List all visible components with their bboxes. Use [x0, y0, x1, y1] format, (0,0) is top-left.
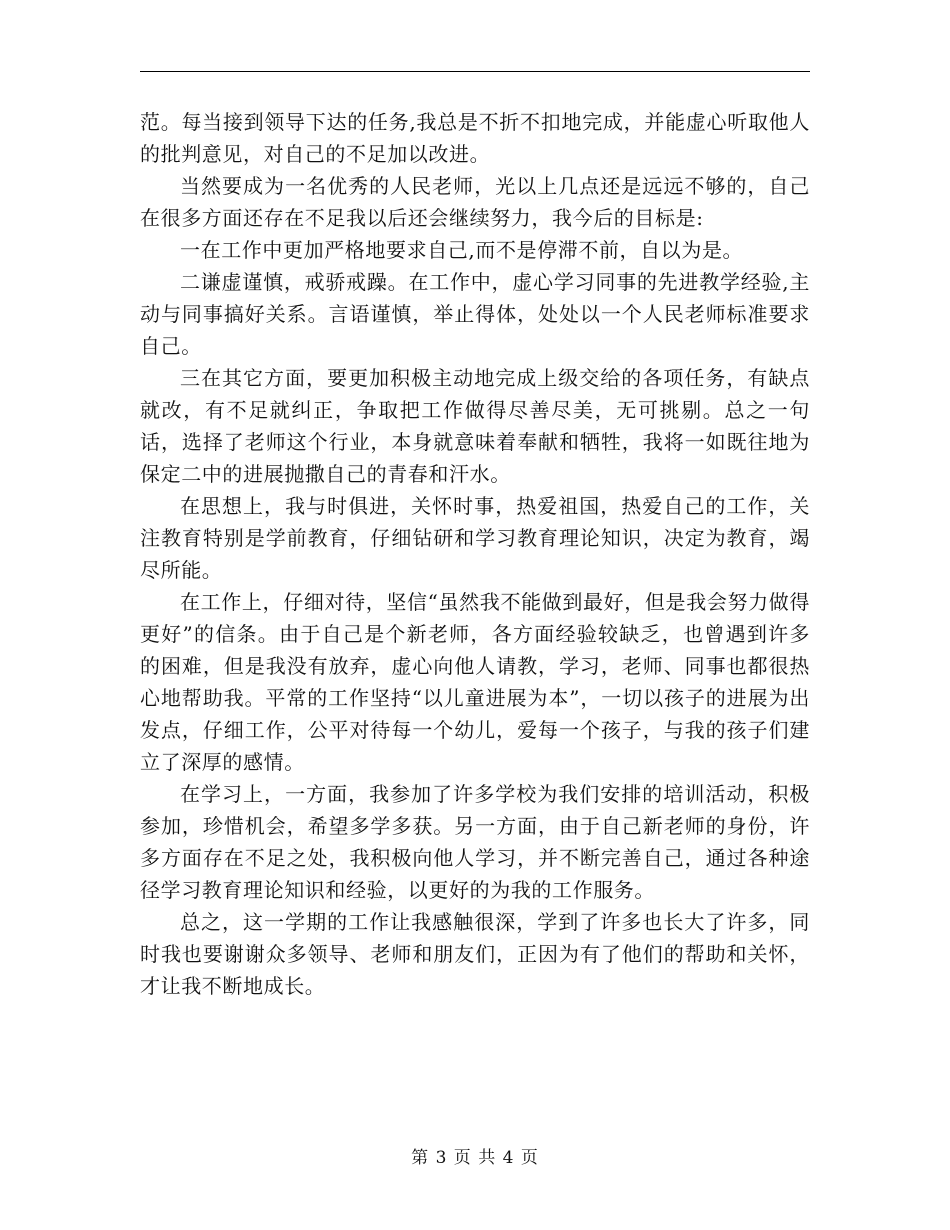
- paragraph-goal-two: 二谦虚谨慎，戒骄戒躁。在工作中，虚心学习同事的先进教学经验,主动与同事搞好关系。言语谨慎，举止得体，处处以一个人民老师标准要求自己。: [140, 270, 810, 358]
- page-number-footer: 第 3 页 共 4 页: [411, 1148, 539, 1168]
- paragraph-continuation: 范。每当接到领导下达的任务,我总是不折不扣地完成，并能虚心听取他人的批判意见，对自己的不足加以改进。: [140, 110, 810, 166]
- body-text: [140, 106, 810, 1002]
- paragraph-thought: 在思想上，我与时俱进，关怀时事，热爱祖国，热爱自己的工作，关注教育特别是学前教育，仔细钻研和学习教育理论知识，决定为教育，竭尽所能。: [140, 494, 810, 582]
- paragraph-work: 在工作上，仔细对待，坚信“虽然我不能做到最好，但是我会努力做得更好”的信条。由于自己是个新老师，各方面经验较缺乏，也曾遇到许多的困难，但是我没有放弃，虚心向他人请教，学习，老师、同事也都很热心地帮助我。平常的工作坚持“以儿童进展为本”，一切以孩子的进展为出发点，仔细工作，公平对待每一个幼儿，爱每一个孩子，与我的孩子们建立了深厚的感情。: [140, 590, 810, 774]
- paragraph-goals-intro: 当然要成为一名优秀的人民老师，光以上几点还是远远不够的，自己在很多方面还存在不足我以后还会继续努力，我今后的目标是:: [140, 174, 810, 230]
- paragraph-conclusion: 总之，这一学期的工作让我感触很深，学到了许多也长大了许多，同时我也要谢谢众多领导、老师和朋友们，正因为有了他们的帮助和关怀，才让我不断地成长。: [140, 910, 810, 998]
- header-rule: [140, 71, 810, 72]
- paragraph-goal-one: 一在工作中更加严格地要求自己,而不是停滞不前，自以为是。: [180, 238, 744, 262]
- paragraph-study: 在学习上，一方面，我参加了许多学校为我们安排的培训活动，积极参加，珍惜机会，希望多学多获。另一方面，由于自己新老师的身份，许多方面存在不足之处，我积极向他人学习，并不断完善自己，通过各种途径学习教育理论知识和经验，以更好的为我的工作服务。: [140, 782, 810, 902]
- paragraph-goal-three: 三在其它方面，要更加积极主动地完成上级交给的各项任务，有缺点就改，有不足就纠正，争取把工作做得尽善尽美，无可挑剔。总之一句话，选择了老师这个行业，本身就意味着奉献和牺牲，我将一如既往地为保定二中的进展抛撒自己的青春和汗水。: [140, 366, 810, 486]
